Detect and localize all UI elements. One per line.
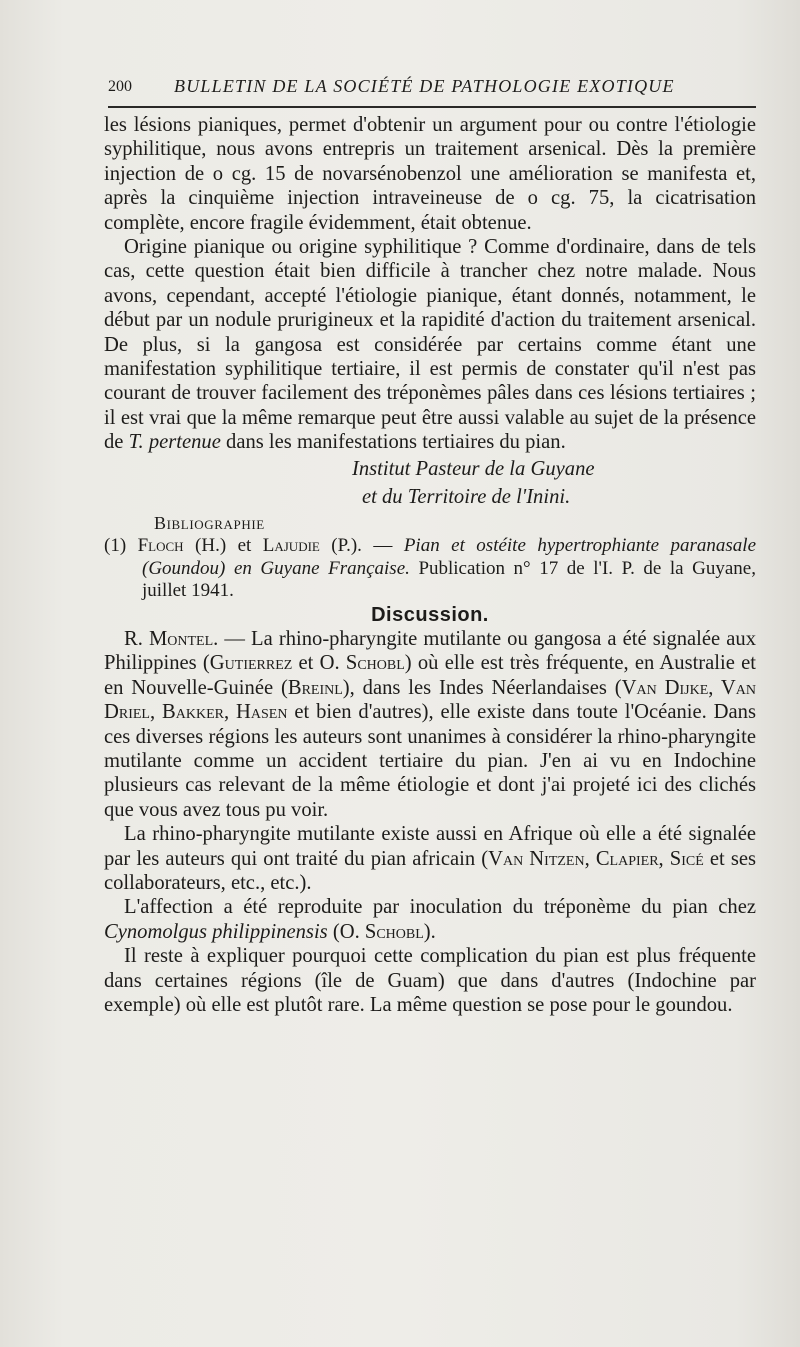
page-header [108,74,756,108]
reference-1 [104,535,756,603]
signature-line-1: Institut Pasteur de la Guyane [352,457,595,480]
discussion-2-text-a: La rhino-pharyngite mutilante existe aussi en Afrique où elle a été signalée par les auteurs qui ont traité du pian africain ( [104,823,756,870]
reference-title: Pian et ostéite hypertrophiante paranasale (Goundou) en Guyane Française. [142,535,756,579]
cited-authors-4: Van Dijke, Van Driel, Bakker, Hasen [104,676,756,724]
discussion-3-text-a: L'affection a été reproduite par inoculation du tréponème du pian chez [124,896,756,919]
discussant-name: R. Montel. [124,628,219,650]
cited-authors-5: Van Nitzen, Clapier, Sicé [488,847,704,870]
discussion-1-text-d: ), dans les Indes Néerlandaises ( [342,676,622,699]
discussion-heading: Discussion. [371,603,489,626]
paragraph-1: les lésions pianiques, permet d'obtenir un argument pour ou contre l'étiologie syphilitique, nous avons entrepris un traitement arsenical. Dès la première injection de o cg. 15 de novarsénobenzol une amélioration se manifesta et, après la cinquième injection intraveineuse de o cg. 75, la cicatrisation complète, encore fragile évidemment, était obtenue. [104,114,756,234]
species-name-2: Cynomolgus philippinensis [104,920,328,943]
bibliography-heading: Bibliographie [154,512,265,533]
paragraph-2-text-a: Origine pianique ou origine syphilitique ? Comme d'ordinaire, dans de tels cas, cette question était bien difficile à trancher chez notre malade. Nous avons, cependant, accepté l'étiologie pianique, étant donnés, notamment, le début par un nodule prurigineux et la rapidité d'action du traitement arsenical. De plus, si la gangosa est considérée par certains comme étant une manifestation syphilitique tertiaire, il est permis de constater qu'il n'est pas courant de trouver facilement des tréponèmes pâles dans ces lésions tertiaires ; il est vrai que la même remarque peut être aussi valable au sujet de la présence de [104,236,756,454]
running-title: BULLETIN DE LA SOCIÉTÉ DE PATHOLOGIE EXOTIQUE [174,76,675,96]
cited-author-6: Schobl [364,920,424,943]
discussion-paragraph-1 [104,627,756,822]
reference-text-b: (P.). — [319,535,404,557]
discussion-3-text-c: ). [423,920,436,943]
paragraph-2 [104,235,756,455]
discussion-2-text-b: et ses collaborateurs, etc., etc.). [104,847,756,895]
signature-line-2: et du Territoire de l'Inini. [362,485,571,508]
cited-author-2: O. Schobl [319,652,405,675]
reference-number: (1) [104,535,138,557]
page-number: 200 [108,78,132,95]
cited-author-1: Gutierrez [209,652,293,675]
discussion-paragraph-4: Il reste à expliquer pourquoi cette complication du pian est plus fréquente dans certaines régions (île de Guam) que dans d'autres (Indochine par exemple) où elle est plutôt rare. La même question se pose pour le goundou. [104,945,756,1017]
reference-text-c: Publication n° 17 de l'I. P. de la Guyane, juillet 1941. [142,557,756,602]
discussion-paragraph-2 [104,822,756,895]
discussion-1-text-a: — La rhino-pharyngite mutilante ou gangosa a été signalée aux Philippines ( [104,628,757,675]
header-rule [108,106,756,108]
reference-author-2: Lajudie [262,535,320,557]
reference-author-1: Floch [137,535,184,557]
discussion-3-text-b: (O. [327,920,365,943]
paragraph-2-text-b: dans les manifestations tertiaires du pian. [220,431,566,454]
body-text [104,113,756,1018]
discussion-1-text-c: ) où elle est très fréquente, en Australie et en Nouvelle-Guinée ( [104,652,756,699]
reference-text-a: (H.) et [183,535,263,557]
discussion-1-text-e: et bien d'autres), elle existe dans toute l'Océanie. Dans ces diverses régions les auteurs sont unanimes à considérer la rhino-pharyngite mutilante comme un accident tertiaire du pian. J'en ai vu en Indochine plusieurs cas relevant de la même étiologie et dont j'ai projeté ici des clichés que vous avez tous pu voir. [104,701,756,821]
institution-signature [104,455,756,511]
species-name: T. pertenue [128,431,221,454]
cited-author-3: Breinl [287,676,343,699]
discussion-paragraph-3 [104,895,756,944]
discussion-1-text-b: et [292,652,320,675]
